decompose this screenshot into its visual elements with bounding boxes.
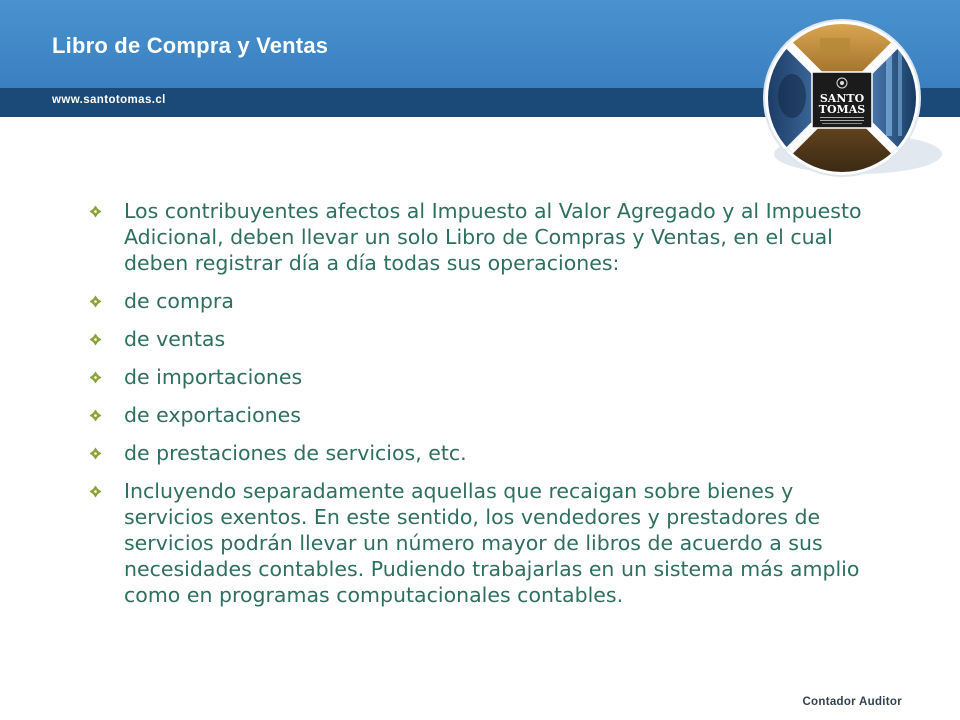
diamond-bullet-icon	[89, 295, 102, 308]
bullet-text: de ventas	[124, 327, 226, 351]
bullet-text: de compra	[124, 289, 234, 313]
bullet-item	[86, 198, 876, 276]
website-url: www.santotomas.cl	[52, 94, 166, 106]
bullet-item	[86, 364, 876, 390]
diamond-bullet-icon	[89, 333, 102, 346]
bullet-text: de prestaciones de servicios, etc.	[124, 441, 467, 465]
bullet-text: Incluyendo separadamente aquellas que recaigan sobre bienes y servicios exentos. En este sentido, los vendedores y prestadores de servicios podrán llevar un número mayor de libros de acuerdo a sus necesidades contables. Pudiendo trabajarlas en un sistema más amplio como en programas computacionales contables.	[124, 479, 860, 607]
diamond-bullet-icon	[89, 371, 102, 384]
diamond-bullet-icon	[89, 409, 102, 422]
diamond-bullet-icon	[89, 447, 102, 460]
slide-title: Libro de Compra y Ventas	[52, 33, 329, 58]
bullet-item	[86, 402, 876, 428]
bullet-text: Los contribuyentes afectos al Impuesto al Valor Agregado y al Impuesto Adicional, deben llevar un solo Libro de Compras y Ventas, en el cual deben registrar día a día todas sus operaciones:	[124, 199, 862, 275]
logo-text-line2: TOMAS	[818, 103, 866, 116]
diamond-bullet-icon	[89, 205, 102, 218]
bullet-item	[86, 288, 876, 314]
bullet-item	[86, 440, 876, 466]
logo-text-line1: SANTO	[819, 92, 865, 105]
diamond-bullet-icon	[89, 485, 102, 498]
bullet-list	[86, 198, 876, 608]
bullet-item	[86, 478, 876, 608]
santo-tomas-logo-badge	[762, 16, 946, 190]
bullet-text: de exportaciones	[124, 403, 301, 427]
bullet-text: de importaciones	[124, 365, 303, 389]
footer-label: Contador Auditor	[802, 696, 902, 708]
bullet-item	[86, 326, 876, 352]
